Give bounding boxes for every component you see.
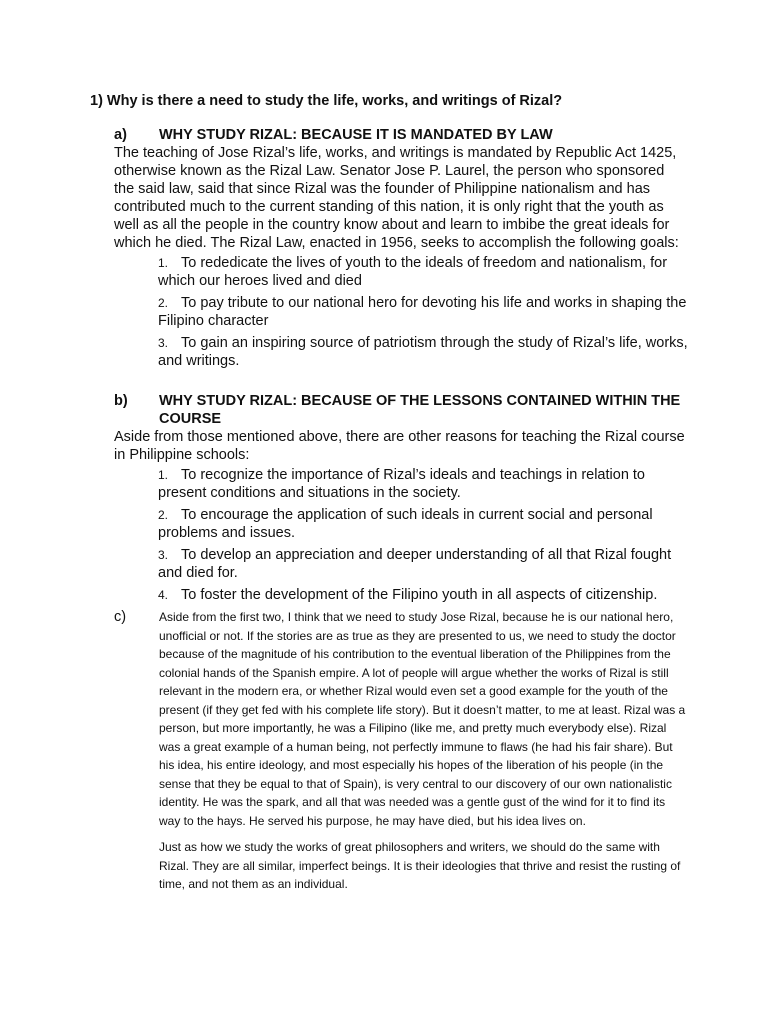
list-item [158, 294, 688, 330]
list-item-number: 1. [158, 468, 169, 482]
list-item-number: 3. [158, 548, 169, 562]
question-heading: 1) Why is there a need to study the life, works, and writings of Rizal? [90, 93, 563, 109]
section-b-title: WHY STUDY RIZAL: BECAUSE OF THE LESSONS CONTAINED WITHIN THE COURSE [159, 393, 681, 427]
section-a-paragraph: The teaching of Jose Rizal’s life, works, and writings is mandated by Republic Act 1425, otherwise known as the Rizal Law. Senator Jose P. Laurel, the person who sponsored the said law, said that since Rizal was the founder of Philippine nationalism and has contributed much to the current standing of this nation, it is only right that the youth as well as all the people in the country know about and learn to imbibe the great ideals for which he died. The Rizal Law, enacted in 1956, seeks to accomplish the following goals: [114, 145, 679, 251]
section-a-goals [90, 254, 688, 370]
list-item-text: To develop an appreciation and deeper understanding of all that Rizal fought and died for. [158, 547, 672, 581]
section-c-paragraph-1: Aside from the first two, I think that we need to study Jose Rizal, because he is our national hero, unofficial or not. If the stories are as true as they are presented to us, we need to study the doctor because of the magnitude of his contribution to the eventual liberation of the Philippines from the colonial hands of the Spanish empire. A lot of people will argue whether the works of Rizal is still relevant in the modern era, or whether Rizal would even set a good example for the youth of the present (if they get fed with his complete life story). But it doesn’t matter, to me at least. Rizal was a person, but more importantly, he was a Filipino (like me, and pretty much everybody else). Rizal was a great example of a human being, not perfectly immune to flaws (he had his fair share). But his idea, his entire ideology, and most especially his hopes of the liberation of his people (in the sense that they be equal to that of Spain), is very central to our discovery of our own nationalistic identity. He was the spark, and all that was needed was a gentle gust of the wind for it to find its way to the hays. He served his purpose, he may have died, but his idea lives on. [159, 610, 686, 828]
list-item [158, 466, 688, 502]
list-item-text: To encourage the application of such ideals in current social and personal problems and issues. [158, 507, 653, 541]
list-item [158, 506, 688, 542]
list-item-number: 2. [158, 508, 169, 522]
list-item-text: To foster the development of the Filipino youth in all aspects of citizenship. [181, 587, 658, 603]
section-a-title: WHY STUDY RIZAL: BECAUSE IT IS MANDATED BY LAW [159, 127, 553, 143]
section-c-letter: c) [114, 609, 127, 625]
section-c-paragraph-2: Just as how we study the works of great philosophers and writers, we should do the same with Rizal. They are all similar, imperfect beings. It is their ideologies that thrive and resist the rusting of time, and not them as an individual. [159, 840, 681, 891]
list-item-number: 2. [158, 296, 169, 310]
list-item [158, 546, 688, 582]
list-item-text: To recognize the importance of Rizal’s ideals and teachings in relation to present conditions and situations in the society. [158, 467, 645, 501]
section-b-paragraph: Aside from those mentioned above, there are other reasons for teaching the Rizal course in Philippine schools: [114, 429, 685, 463]
list-item [158, 334, 688, 370]
section-a-letter: a) [114, 127, 127, 143]
list-item-number: 3. [158, 336, 169, 350]
list-item [158, 586, 688, 604]
list-item-text: To gain an inspiring source of patriotism through the study of Rizal’s life, works, and writings. [158, 335, 688, 369]
list-item-text: To rededicate the lives of youth to the ideals of freedom and nationalism, for which our heroes lived and died [158, 255, 668, 289]
section-c [114, 608, 688, 902]
section-c-body [159, 608, 688, 902]
list-item-number: 4. [158, 588, 169, 602]
list-item-number: 1. [158, 256, 169, 270]
section-b-heading [114, 392, 688, 428]
section-a-heading [114, 126, 688, 144]
list-item [158, 254, 688, 290]
list-item-text: To pay tribute to our national hero for devoting his life and works in shaping the Filipino character [158, 295, 687, 329]
section-b-letter: b) [114, 393, 128, 409]
section-b-goals [90, 466, 688, 604]
